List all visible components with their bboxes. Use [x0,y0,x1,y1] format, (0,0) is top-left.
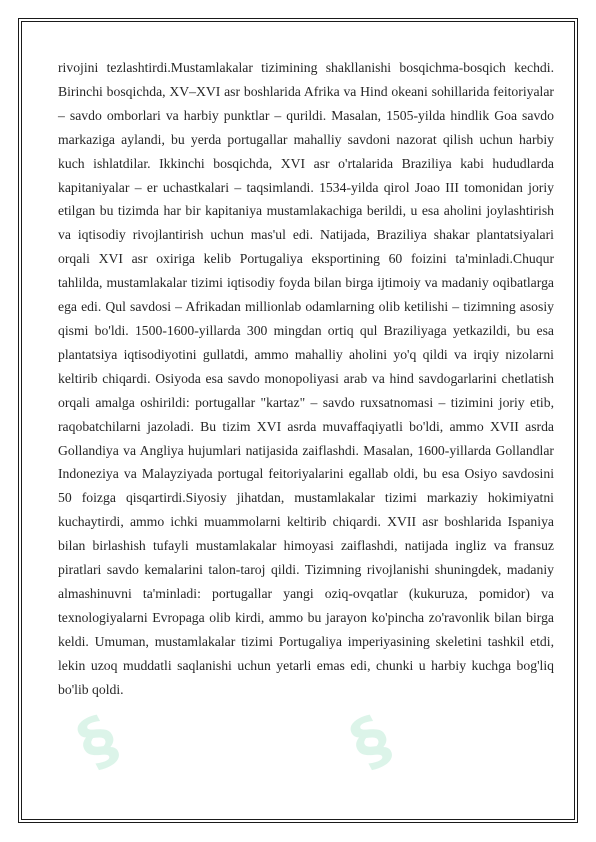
watermark-logo-right: § [339,701,403,783]
body-paragraph: rivojini tezlashtirdi.Mustamlakalar tizimining shakllanishi bosqichma-bosqich kechdi. Birinchi bosqichda, XV–XVI asr boshlarida Afrika va Hind okeani sohillarida feitoriyalar – savdo omborlari va harbiy punktlar – qurildi. Masalan, 1505-yilda hindlik Goa savdo markaziga aylandi, bu yerda portugallar mahalliy savdoni nazorat qilish uchun harbiy kuch ishlatdilar. Ikkinchi bosqichda, XVI asr o'rtalarida Braziliya kabi hududlarda kapitaniyalar – er uchastkalari – taqsimlandi. 1534-yilda qirol Joao III tomonidan joriy etilgan bu tizimda har bir kapitaniya mustamlakachiga berildi, u esa aholini joylashtirish va iqtisodiy rivojlantirish uchun mas'ul edi. Natijada, Braziliya shakar plantatsiyalari orqali XVI asr oxiriga kelib Portugaliya eksportining 60 foizini ta'minladi.Chuqur tahlilda, mustamlakalar tizimi iqtisodiy foyda bilan birga ijtimoiy va madaniy oqibatlarga ega edi. Qul savdosi – Afrikadan millionlab odamlarning olib ketilishi – tizimning asosiy qismi bo'ldi. 1500-1600-yillarda 300 mingdan ortiq qul Braziliyaga yetkazildi, bu esa plantatsiya iqtisodiyotini gullatdi, ammo mahalliy aholini yo'q qildi va irqiy nizolarni keltirib chiqardi. Osiyoda esa savdo monopoliyasi arab va hind savdogarlarini chetlatish orqali amalga oshirildi: portugallar "kartaz" – savdo ruxsatnomasi – tizimini joriy etib, raqobatchilarni jazoladi. Bu tizim XVI asrda muvaffaqiyatli bo'ldi, ammo XVII asrda Gollandiya va Angliya hujumlari natijasida zaiflashdi. Masalan, 1600-yillarda Gollandlar Indoneziya va Malayziyada portugal feitoriyalarini egallab oldi, bu esa Osiyo savdosini 50 foizga qisqartirdi.Siyosiy jihatdan, mustamlakalar tizimi markaziy hokimiyatni kuchaytirdi, ammo ichki muammolarni keltirib chiqardi. XVII asr boshlarida Ispaniya bilan birlashish tufayli mustamlakalar himoyasi zaiflashdi, natijada ingliz va fransuz piratlari savdo kemalarini talon-taroj qildi. Tizimning rivojlanishi shuningdek, madaniy almashinuvni ta'minladi: portugallar yangi oziq-ovqatlar (kukuruza, pomidor) va texnologiyalarni Evropaga olib kirdi, ammo bu jarayon ko'pincha zo'ravonlik bilan birga keldi. Umuman, mustamlakalar tizimi Portugaliya imperiyasining skeletini tashkil etdi, lekin uzoq muddatli saqlanishi uchun yetarli emas edi, chunki u harbiy kuchga bog'liq bo'lib qoldi. [58,60,554,697]
watermark-logo-left: § [66,701,130,783]
